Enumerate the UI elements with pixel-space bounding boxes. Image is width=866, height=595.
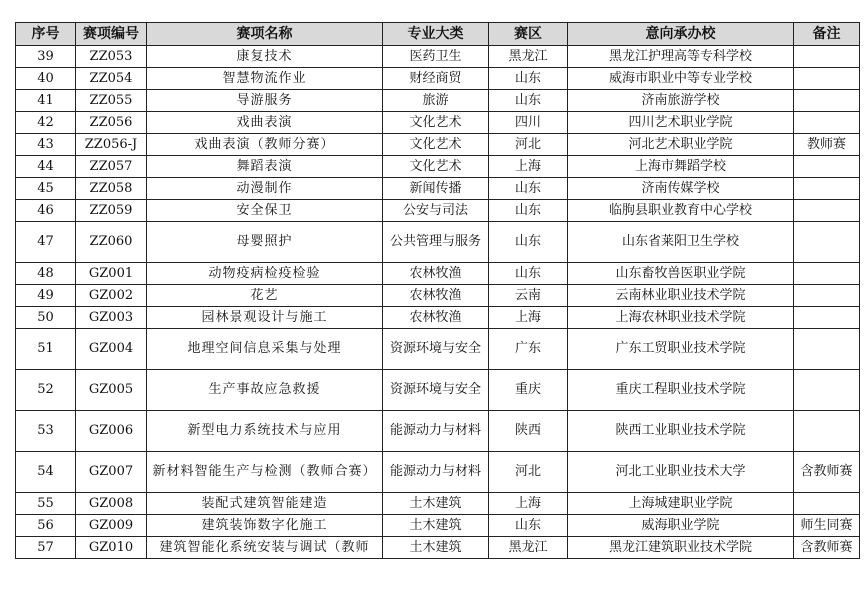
cell-category: 能源动力与材料 — [383, 411, 489, 452]
cell-category: 公共管理与服务 — [383, 222, 489, 263]
cell-region: 山东 — [489, 200, 568, 222]
cell-note — [794, 285, 860, 307]
cell-region: 黑龙江 — [489, 46, 568, 68]
cell-region: 上海 — [489, 493, 568, 515]
cell-name: 母婴照护 — [147, 222, 383, 263]
cell-code: ZZ053 — [76, 46, 147, 68]
cell-school: 济南旅游学校 — [568, 90, 794, 112]
table-row — [16, 263, 860, 285]
cell-category: 文化艺术 — [383, 112, 489, 134]
header-no: 序号 — [16, 23, 76, 46]
cell-region: 上海 — [489, 156, 568, 178]
cell-code: ZZ055 — [76, 90, 147, 112]
cell-category: 土木建筑 — [383, 537, 489, 559]
table-row — [16, 68, 860, 90]
cell-code: ZZ056-J — [76, 134, 147, 156]
table-row — [16, 90, 860, 112]
cell-no: 39 — [16, 46, 76, 68]
cell-note — [794, 112, 860, 134]
cell-code: ZZ060 — [76, 222, 147, 263]
cell-region: 广东 — [489, 329, 568, 370]
cell-school: 四川艺术职业学院 — [568, 112, 794, 134]
cell-no: 43 — [16, 134, 76, 156]
cell-region: 山东 — [489, 90, 568, 112]
cell-name: 生产事故应急救援 — [147, 370, 383, 411]
cell-school: 上海市舞蹈学校 — [568, 156, 794, 178]
table-row — [16, 222, 860, 263]
table-row — [16, 411, 860, 452]
cell-note: 教师赛 — [794, 134, 860, 156]
header-category: 专业大类 — [383, 23, 489, 46]
cell-code: GZ007 — [76, 452, 147, 493]
cell-no: 57 — [16, 537, 76, 559]
cell-school: 上海农林职业技术学院 — [568, 307, 794, 329]
cell-code: GZ004 — [76, 329, 147, 370]
cell-note — [794, 90, 860, 112]
cell-name: 装配式建筑智能建造 — [147, 493, 383, 515]
cell-no: 48 — [16, 263, 76, 285]
cell-category: 资源环境与安全 — [383, 370, 489, 411]
cell-region: 河北 — [489, 134, 568, 156]
cell-note: 含教师赛 — [794, 537, 860, 559]
cell-school: 济南传媒学校 — [568, 178, 794, 200]
cell-no: 52 — [16, 370, 76, 411]
cell-name: 戏曲表演（教师分赛） — [147, 134, 383, 156]
cell-code: ZZ054 — [76, 68, 147, 90]
cell-note — [794, 156, 860, 178]
cell-name: 新型电力系统技术与应用 — [147, 411, 383, 452]
header-code: 赛项编号 — [76, 23, 147, 46]
table-row — [16, 307, 860, 329]
cell-note — [794, 329, 860, 370]
cell-code: GZ008 — [76, 493, 147, 515]
cell-school: 威海市职业中等专业学校 — [568, 68, 794, 90]
table-row — [16, 200, 860, 222]
table-row — [16, 178, 860, 200]
cell-region: 黑龙江 — [489, 537, 568, 559]
table-row — [16, 46, 860, 68]
header-school: 意向承办校 — [568, 23, 794, 46]
cell-no: 46 — [16, 200, 76, 222]
cell-no: 41 — [16, 90, 76, 112]
cell-category: 农林牧渔 — [383, 285, 489, 307]
cell-region: 四川 — [489, 112, 568, 134]
cell-code: ZZ056 — [76, 112, 147, 134]
cell-name: 动物疫病检疫检验 — [147, 263, 383, 285]
cell-region: 河北 — [489, 452, 568, 493]
cell-note — [794, 200, 860, 222]
cell-category: 医药卫生 — [383, 46, 489, 68]
cell-note — [794, 178, 860, 200]
cell-no: 54 — [16, 452, 76, 493]
cell-school: 河北工业职业技术大学 — [568, 452, 794, 493]
cell-code: GZ005 — [76, 370, 147, 411]
cell-school: 临朐县职业教育中心学校 — [568, 200, 794, 222]
cell-category: 农林牧渔 — [383, 307, 489, 329]
cell-name: 地理空间信息采集与处理 — [147, 329, 383, 370]
cell-name: 舞蹈表演 — [147, 156, 383, 178]
header-region: 赛区 — [489, 23, 568, 46]
cell-school: 陕西工业职业技术学院 — [568, 411, 794, 452]
cell-category: 土木建筑 — [383, 493, 489, 515]
cell-no: 44 — [16, 156, 76, 178]
header-note: 备注 — [794, 23, 860, 46]
cell-category: 文化艺术 — [383, 134, 489, 156]
header-name: 赛项名称 — [147, 23, 383, 46]
cell-school: 山东畜牧兽医职业学院 — [568, 263, 794, 285]
table-row — [16, 515, 860, 537]
cell-code: GZ001 — [76, 263, 147, 285]
cell-category: 旅游 — [383, 90, 489, 112]
table-row — [16, 329, 860, 370]
table-row — [16, 285, 860, 307]
cell-no: 40 — [16, 68, 76, 90]
cell-note — [794, 493, 860, 515]
cell-name: 安全保卫 — [147, 200, 383, 222]
cell-category: 新闻传播 — [383, 178, 489, 200]
cell-code: GZ006 — [76, 411, 147, 452]
cell-no: 55 — [16, 493, 76, 515]
cell-category: 公安与司法 — [383, 200, 489, 222]
cell-school: 云南林业职业技术学院 — [568, 285, 794, 307]
cell-name: 动漫制作 — [147, 178, 383, 200]
cell-code: GZ009 — [76, 515, 147, 537]
cell-code: GZ002 — [76, 285, 147, 307]
cell-category: 土木建筑 — [383, 515, 489, 537]
cell-code: GZ003 — [76, 307, 147, 329]
table-row — [16, 112, 860, 134]
cell-region: 山东 — [489, 263, 568, 285]
cell-no: 56 — [16, 515, 76, 537]
cell-school: 山东省莱阳卫生学校 — [568, 222, 794, 263]
cell-no: 49 — [16, 285, 76, 307]
cell-code: ZZ058 — [76, 178, 147, 200]
cell-code: ZZ059 — [76, 200, 147, 222]
cell-note: 含教师赛 — [794, 452, 860, 493]
cell-category: 财经商贸 — [383, 68, 489, 90]
cell-code: GZ010 — [76, 537, 147, 559]
cell-name: 花艺 — [147, 285, 383, 307]
cell-no: 53 — [16, 411, 76, 452]
table-row — [16, 537, 860, 559]
table-row — [16, 493, 860, 515]
cell-name: 新材料智能生产与检测（教师合赛） — [147, 452, 383, 493]
cell-name: 康复技术 — [147, 46, 383, 68]
cell-region: 山东 — [489, 68, 568, 90]
cell-name: 导游服务 — [147, 90, 383, 112]
cell-school: 黑龙江建筑职业技术学院 — [568, 537, 794, 559]
cell-school: 广东工贸职业技术学院 — [568, 329, 794, 370]
cell-note — [794, 263, 860, 285]
cell-note — [794, 411, 860, 452]
cell-no: 45 — [16, 178, 76, 200]
cell-code: ZZ057 — [76, 156, 147, 178]
cell-note — [794, 307, 860, 329]
cell-note — [794, 68, 860, 90]
cell-school: 重庆工程职业技术学院 — [568, 370, 794, 411]
table-body — [16, 46, 860, 559]
cell-note — [794, 222, 860, 263]
cell-no: 42 — [16, 112, 76, 134]
cell-region: 上海 — [489, 307, 568, 329]
cell-note — [794, 46, 860, 68]
cell-name: 建筑装饰数字化施工 — [147, 515, 383, 537]
cell-note — [794, 370, 860, 411]
cell-region: 山东 — [489, 515, 568, 537]
cell-school: 河北艺术职业学院 — [568, 134, 794, 156]
cell-note: 师生同赛 — [794, 515, 860, 537]
table-row — [16, 370, 860, 411]
cell-no: 47 — [16, 222, 76, 263]
cell-school: 黑龙江护理高等专科学校 — [568, 46, 794, 68]
cell-region: 山东 — [489, 178, 568, 200]
competition-table — [15, 22, 860, 559]
cell-name: 智慧物流作业 — [147, 68, 383, 90]
table-row — [16, 452, 860, 493]
cell-category: 资源环境与安全 — [383, 329, 489, 370]
cell-name: 园林景观设计与施工 — [147, 307, 383, 329]
cell-category: 农林牧渔 — [383, 263, 489, 285]
cell-no: 51 — [16, 329, 76, 370]
cell-category: 能源动力与材料 — [383, 452, 489, 493]
cell-region: 陕西 — [489, 411, 568, 452]
cell-name: 戏曲表演 — [147, 112, 383, 134]
cell-region: 云南 — [489, 285, 568, 307]
cell-name: 建筑智能化系统安装与调试（教师 — [147, 537, 383, 559]
cell-school: 威海职业学院 — [568, 515, 794, 537]
cell-region: 重庆 — [489, 370, 568, 411]
table-container — [15, 22, 860, 559]
header-row — [16, 23, 860, 46]
cell-category: 文化艺术 — [383, 156, 489, 178]
table-row — [16, 134, 860, 156]
table-row — [16, 156, 860, 178]
cell-no: 50 — [16, 307, 76, 329]
cell-region: 山东 — [489, 222, 568, 263]
cell-school: 上海城建职业学院 — [568, 493, 794, 515]
